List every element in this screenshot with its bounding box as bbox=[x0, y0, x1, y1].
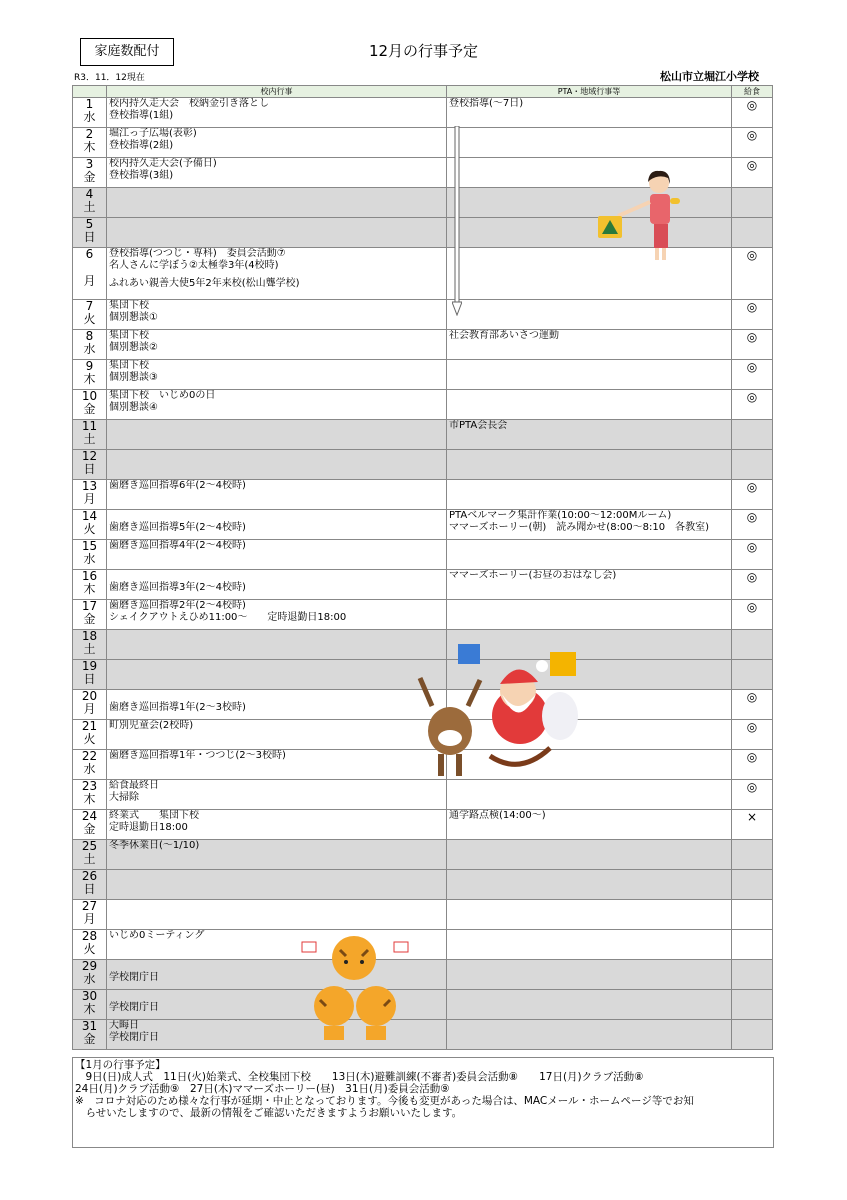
school-events-cell bbox=[107, 570, 447, 600]
footer-line: 9日(日)成人式 11日(火)始業式、全校集団下校 13日(木)避難訓練(不審者)委員会活動⑧ 17日(月)クラブ活動⑧ bbox=[75, 1071, 644, 1083]
crossing-guard-illustration bbox=[592, 168, 692, 266]
day-cell bbox=[73, 420, 107, 450]
day-cell bbox=[73, 450, 107, 480]
school-name: 松山市立堀江小学校 bbox=[660, 70, 759, 83]
day-cell bbox=[73, 360, 107, 390]
day-number: 3 bbox=[85, 157, 94, 171]
school-event: 集団下校 いじめ0の日 bbox=[109, 390, 216, 401]
table-row bbox=[73, 450, 773, 480]
school-event: 歯磨き巡回指導3年(2～4校時) bbox=[109, 582, 246, 593]
table-row bbox=[73, 360, 773, 390]
day-number: 31 bbox=[81, 1019, 98, 1033]
table-row bbox=[73, 510, 773, 540]
day-cell bbox=[73, 188, 107, 218]
lunch-cell: ◎ bbox=[732, 600, 773, 630]
lunch-cell bbox=[732, 1020, 773, 1050]
school-events-cell bbox=[107, 98, 447, 128]
day-number: 1 bbox=[85, 97, 94, 111]
weekday: 水 bbox=[83, 972, 96, 986]
school-event: 登校指導(1組) bbox=[109, 110, 174, 121]
weekday: 日 bbox=[83, 672, 96, 686]
weekday: 土 bbox=[83, 432, 96, 446]
weekday: 水 bbox=[83, 552, 96, 566]
school-event: シェイクアウトえひめ11:00～ 定時退勤日18:00 bbox=[109, 612, 347, 623]
lunch-cell: ◎ bbox=[732, 750, 773, 780]
weekday: 土 bbox=[83, 852, 96, 866]
pta-events-cell bbox=[447, 330, 732, 360]
day-cell bbox=[73, 480, 107, 510]
day-number: 8 bbox=[85, 329, 94, 343]
lunch-cell: ◎ bbox=[732, 540, 773, 570]
table-row bbox=[73, 300, 773, 330]
day-cell bbox=[73, 900, 107, 930]
lunch-cell bbox=[732, 900, 773, 930]
day-cell bbox=[73, 660, 107, 690]
footer-line: 24日(月)クラブ活動⑨ 27日(木)ママーズホーリー(昼) 31日(月)委員会活動⑨ bbox=[75, 1083, 450, 1095]
day-cell bbox=[73, 780, 107, 810]
header-school-events: 校内行事 bbox=[107, 86, 447, 98]
weekday: 金 bbox=[83, 1032, 96, 1046]
school-event: 歯磨き巡回指導1年・つつじ(2～3校時) bbox=[109, 750, 286, 761]
pta-events-cell bbox=[447, 300, 732, 330]
school-event: 冬季休業日(～1/10) bbox=[109, 840, 200, 851]
lunch-cell bbox=[732, 960, 773, 990]
santa-reindeer-illustration bbox=[410, 636, 590, 786]
weekday: 土 bbox=[83, 200, 96, 214]
distribution-badge: 家庭数配付 bbox=[80, 38, 174, 66]
day-cell bbox=[73, 300, 107, 330]
lunch-cell: ◎ bbox=[732, 98, 773, 128]
day-number: 5 bbox=[85, 217, 94, 231]
school-events-cell bbox=[107, 450, 447, 480]
weekday: 火 bbox=[83, 312, 96, 326]
day-cell bbox=[73, 810, 107, 840]
table-row bbox=[73, 480, 773, 510]
school-event: 学校閉庁日 bbox=[109, 972, 159, 983]
lunch-cell: ◎ bbox=[732, 480, 773, 510]
pta-events-cell bbox=[447, 930, 732, 960]
school-event: 個別懇談② bbox=[109, 342, 158, 353]
school-event: 個別懇談① bbox=[109, 312, 158, 323]
table-row bbox=[73, 810, 773, 840]
weekday: 木 bbox=[83, 140, 96, 154]
page-title: 12月の行事予定 bbox=[368, 42, 479, 60]
weekday: 火 bbox=[83, 522, 96, 536]
school-events-cell bbox=[107, 870, 447, 900]
school-event: ふれあい親善大使5年2年来校(松山聾学校) bbox=[109, 278, 300, 289]
header-day bbox=[73, 86, 107, 98]
school-event: 集団下校 bbox=[109, 300, 149, 311]
lunch-cell bbox=[732, 218, 773, 248]
footer-line: 【1月の行事予定】 bbox=[75, 1059, 166, 1071]
day-number: 22 bbox=[81, 749, 98, 763]
pta-events-cell bbox=[447, 360, 732, 390]
school-event: 終業式 集団下校 bbox=[109, 810, 199, 821]
pta-events-cell bbox=[447, 870, 732, 900]
lunch-cell: ◎ bbox=[732, 720, 773, 750]
weekday: 火 bbox=[83, 732, 96, 746]
school-events-cell bbox=[107, 300, 447, 330]
day-cell bbox=[73, 690, 107, 720]
lunch-cell: ◎ bbox=[732, 780, 773, 810]
school-event: 校内持久走大会(予備日) bbox=[109, 158, 217, 169]
day-number: 10 bbox=[81, 389, 98, 403]
day-number: 15 bbox=[81, 539, 98, 553]
pta-events-cell bbox=[447, 128, 732, 158]
table-row bbox=[73, 128, 773, 158]
weekday: 月 bbox=[83, 912, 96, 926]
school-event: 個別懇談④ bbox=[109, 402, 158, 413]
day-number: 6 bbox=[85, 247, 94, 261]
pta-event: 社会教育部あいさつ運動 bbox=[449, 330, 559, 341]
school-events-cell bbox=[107, 128, 447, 158]
footer-line: ※ コロナ対応のため様々な行事が延期・中止となっております。今後も変更があった場合は、MACメール・ホームページ等でお知 bbox=[75, 1095, 694, 1107]
weekday: 日 bbox=[83, 882, 96, 896]
day-number: 12 bbox=[81, 449, 98, 463]
header-lunch: 給食 bbox=[732, 86, 773, 98]
school-event: 登校指導(2組) bbox=[109, 140, 174, 151]
school-events-cell bbox=[107, 780, 447, 810]
school-event: 町別児童会(2校時) bbox=[109, 720, 194, 731]
weekday: 日 bbox=[83, 462, 96, 476]
day-number: 7 bbox=[85, 299, 94, 313]
lunch-cell bbox=[732, 870, 773, 900]
lunch-cell: ◎ bbox=[732, 128, 773, 158]
day-number: 27 bbox=[81, 899, 98, 913]
pta-event: 市PTA会長会 bbox=[449, 420, 508, 431]
lunch-cell: ◎ bbox=[732, 158, 773, 188]
weekday: 木 bbox=[83, 582, 96, 596]
weekday: 土 bbox=[83, 642, 96, 656]
school-event: 大晦日 bbox=[109, 1020, 139, 1031]
day-cell bbox=[73, 1020, 107, 1050]
lunch-cell: ◎ bbox=[732, 690, 773, 720]
school-events-cell bbox=[107, 600, 447, 630]
table-row bbox=[73, 330, 773, 360]
lunch-cell: ◎ bbox=[732, 330, 773, 360]
day-number: 17 bbox=[81, 599, 98, 613]
weekday: 火 bbox=[83, 942, 96, 956]
school-event bbox=[109, 510, 444, 522]
pta-events-cell bbox=[447, 510, 732, 540]
school-event bbox=[109, 690, 444, 702]
day-cell bbox=[73, 720, 107, 750]
day-number: 26 bbox=[81, 869, 98, 883]
pta-events-cell bbox=[447, 420, 732, 450]
weekday: 金 bbox=[83, 170, 96, 184]
school-event bbox=[109, 570, 444, 582]
day-cell bbox=[73, 390, 107, 420]
table-row bbox=[73, 1020, 773, 1050]
tigers-illustration bbox=[296, 922, 414, 1044]
day-cell bbox=[73, 128, 107, 158]
lunch-cell: ◎ bbox=[732, 390, 773, 420]
school-events-cell bbox=[107, 360, 447, 390]
day-number: 28 bbox=[81, 929, 98, 943]
table-row bbox=[73, 420, 773, 450]
lunch-cell bbox=[732, 450, 773, 480]
lunch-cell: ◎ bbox=[732, 510, 773, 540]
day-cell bbox=[73, 750, 107, 780]
pta-event: ママーズホーリー(お昼のおはなし会) bbox=[449, 570, 617, 581]
weekday: 木 bbox=[83, 792, 96, 806]
weekday: 水 bbox=[83, 110, 96, 124]
school-event: いじめ0ミーティング bbox=[109, 930, 205, 941]
school-event: 給食最終日 bbox=[109, 780, 159, 791]
school-event: 校内持久走大会 校納金引き落とし bbox=[109, 98, 269, 109]
school-event: 堀江っ子広場(表彰) bbox=[109, 128, 197, 139]
day-number: 30 bbox=[81, 989, 98, 1003]
day-number: 2 bbox=[85, 127, 94, 141]
day-cell bbox=[73, 248, 107, 300]
school-event: 歯磨き巡回指導4年(2～4校時) bbox=[109, 540, 246, 551]
lunch-cell bbox=[732, 930, 773, 960]
down-arrow-icon bbox=[452, 126, 462, 316]
school-events-cell bbox=[107, 480, 447, 510]
pta-events-cell bbox=[447, 570, 732, 600]
school-events-cell bbox=[107, 810, 447, 840]
lunch-cell: ◎ bbox=[732, 360, 773, 390]
day-number: 18 bbox=[81, 629, 98, 643]
day-number: 14 bbox=[81, 509, 98, 523]
day-cell bbox=[73, 840, 107, 870]
lunch-cell bbox=[732, 630, 773, 660]
weekday: 日 bbox=[83, 230, 96, 244]
day-cell bbox=[73, 960, 107, 990]
weekday: 木 bbox=[83, 372, 96, 386]
weekday: 木 bbox=[83, 1002, 96, 1016]
school-events-cell bbox=[107, 188, 447, 218]
table-row bbox=[73, 600, 773, 630]
pta-events-cell bbox=[447, 450, 732, 480]
weekday: 月 bbox=[83, 274, 96, 288]
school-events-cell bbox=[107, 218, 447, 248]
day-number: 21 bbox=[81, 719, 98, 733]
lunch-cell bbox=[732, 990, 773, 1020]
table-row bbox=[73, 540, 773, 570]
footer-line: らせいたしますので、最新の情報をご確認いただきますようお願いいたします。 bbox=[75, 1107, 463, 1119]
school-event: 学校閉庁日 bbox=[109, 1032, 159, 1043]
school-event: 個別懇談③ bbox=[109, 372, 158, 383]
school-events-cell bbox=[107, 248, 447, 300]
day-cell bbox=[73, 330, 107, 360]
as-of-date: R3．11．12現在 bbox=[74, 73, 145, 83]
day-cell bbox=[73, 600, 107, 630]
pta-events-cell bbox=[447, 990, 732, 1020]
school-events-cell bbox=[107, 330, 447, 360]
school-event: 歯磨き巡回指導2年(2～4校時) bbox=[109, 600, 246, 611]
school-events-cell bbox=[107, 690, 447, 720]
school-events-cell bbox=[107, 158, 447, 188]
school-event: 名人さんに学ぼう②太極拳3年(4校時) bbox=[109, 260, 279, 271]
pta-events-cell bbox=[447, 480, 732, 510]
table-row bbox=[73, 900, 773, 930]
school-event: 登校指導(つつじ・専科) 委員会活動⑦ bbox=[109, 248, 286, 259]
table-row bbox=[73, 930, 773, 960]
school-event: 集団下校 bbox=[109, 330, 149, 341]
lunch-cell: ◎ bbox=[732, 248, 773, 300]
pta-events-cell bbox=[447, 390, 732, 420]
day-cell bbox=[73, 630, 107, 660]
school-events-cell bbox=[107, 420, 447, 450]
weekday: 月 bbox=[83, 492, 96, 506]
header-pta-events: PTA・地域行事等 bbox=[447, 86, 732, 98]
lunch-cell: ◎ bbox=[732, 300, 773, 330]
school-event: 定時退勤日18:00 bbox=[109, 822, 188, 833]
day-number: 13 bbox=[81, 479, 98, 493]
pta-events-cell bbox=[447, 840, 732, 870]
pta-events-cell bbox=[447, 98, 732, 128]
school-events-cell bbox=[107, 750, 447, 780]
school-event: 歯磨き巡回指導5年(2～4校時) bbox=[109, 522, 246, 533]
lunch-cell: × bbox=[732, 810, 773, 840]
school-event: 登校指導(3組) bbox=[109, 170, 174, 181]
school-events-cell bbox=[107, 510, 447, 540]
table-row bbox=[73, 840, 773, 870]
lunch-cell bbox=[732, 660, 773, 690]
lunch-cell: ◎ bbox=[732, 570, 773, 600]
pta-event: ママーズホーリー(朝) 読み聞かせ(8:00～8:10 各教室) bbox=[449, 522, 710, 533]
day-number: 23 bbox=[81, 779, 98, 793]
day-number: 9 bbox=[85, 359, 94, 373]
day-number: 24 bbox=[81, 809, 98, 823]
pta-event: 通学路点検(14:00～) bbox=[449, 810, 546, 821]
day-cell bbox=[73, 218, 107, 248]
day-number: 19 bbox=[81, 659, 98, 673]
day-cell bbox=[73, 990, 107, 1020]
table-header-row bbox=[73, 86, 773, 98]
pta-events-cell bbox=[447, 810, 732, 840]
day-cell bbox=[73, 158, 107, 188]
table-row bbox=[73, 960, 773, 990]
weekday: 水 bbox=[83, 342, 96, 356]
table-row bbox=[73, 990, 773, 1020]
table-row bbox=[73, 390, 773, 420]
day-cell bbox=[73, 930, 107, 960]
day-cell bbox=[73, 510, 107, 540]
table-row bbox=[73, 570, 773, 600]
january-events-footer bbox=[72, 1057, 774, 1148]
school-events-cell bbox=[107, 390, 447, 420]
lunch-cell bbox=[732, 188, 773, 218]
school-event: 歯磨き巡回指導6年(2～4校時) bbox=[109, 480, 246, 491]
pta-events-cell bbox=[447, 900, 732, 930]
school-events-cell bbox=[107, 540, 447, 570]
day-number: 20 bbox=[81, 689, 98, 703]
table-row bbox=[73, 98, 773, 128]
weekday: 水 bbox=[83, 762, 96, 776]
weekday: 金 bbox=[83, 612, 96, 626]
school-events-cell bbox=[107, 840, 447, 870]
school-event: 歯磨き巡回指導1年(2～3校時) bbox=[109, 702, 246, 713]
school-event: 集団下校 bbox=[109, 360, 149, 371]
weekday: 月 bbox=[83, 702, 96, 716]
pta-events-cell bbox=[447, 960, 732, 990]
pta-events-cell bbox=[447, 540, 732, 570]
school-events-cell bbox=[107, 720, 447, 750]
school-events-cell bbox=[107, 660, 447, 690]
day-number: 25 bbox=[81, 839, 98, 853]
day-number: 11 bbox=[81, 419, 98, 433]
day-number: 29 bbox=[81, 959, 98, 973]
day-cell bbox=[73, 570, 107, 600]
pta-event: PTAベルマーク集計作業(10:00～12:00Mルーム) bbox=[449, 510, 672, 521]
day-number: 16 bbox=[81, 569, 98, 583]
lunch-cell bbox=[732, 840, 773, 870]
day-cell bbox=[73, 540, 107, 570]
school-event: 大掃除 bbox=[109, 792, 139, 803]
table-row bbox=[73, 870, 773, 900]
pta-event: 登校指導(～7日) bbox=[449, 98, 524, 109]
weekday: 金 bbox=[83, 402, 96, 416]
day-cell bbox=[73, 98, 107, 128]
day-number: 4 bbox=[85, 187, 94, 201]
day-cell bbox=[73, 870, 107, 900]
school-events-cell bbox=[107, 630, 447, 660]
weekday: 金 bbox=[83, 822, 96, 836]
school-event: 学校閉庁日 bbox=[109, 1002, 159, 1013]
pta-events-cell bbox=[447, 1020, 732, 1050]
lunch-cell bbox=[732, 420, 773, 450]
pta-events-cell bbox=[447, 600, 732, 630]
